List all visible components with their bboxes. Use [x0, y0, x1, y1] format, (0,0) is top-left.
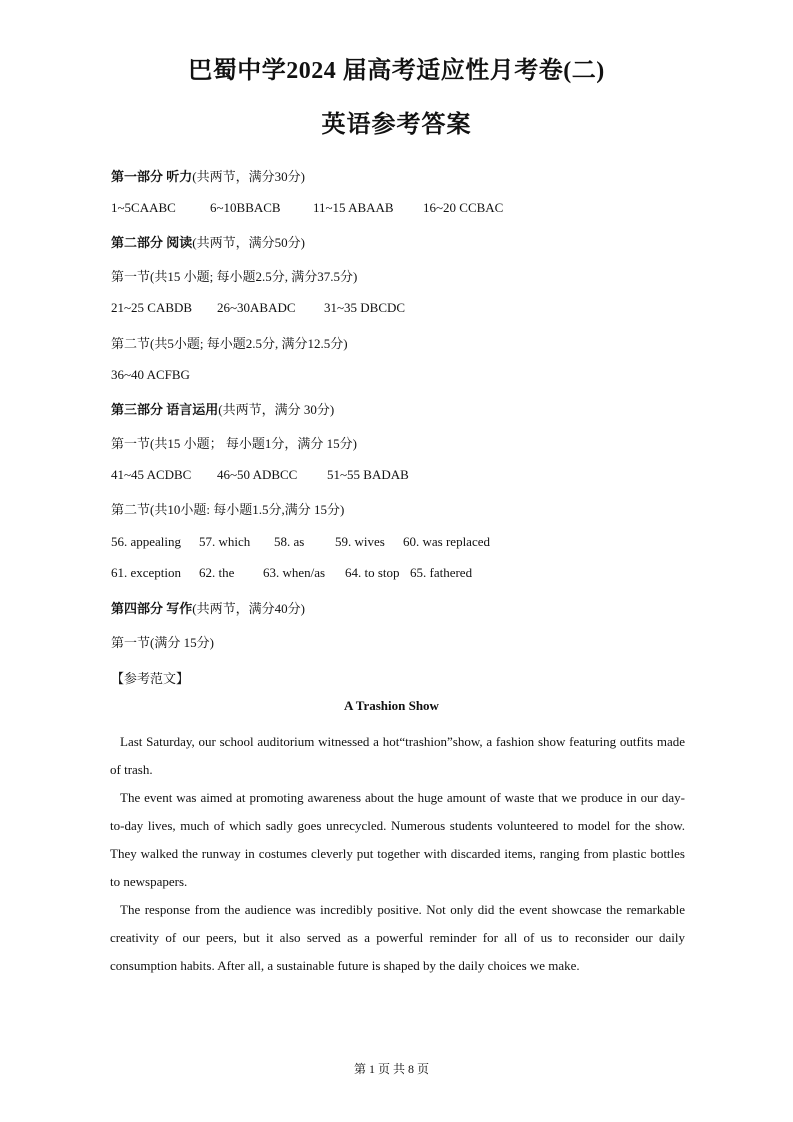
- part3-heading-line: [111, 399, 334, 418]
- answer-item: 57. which: [199, 534, 251, 549]
- part3-section1-answers: [111, 467, 409, 483]
- answer-group: 16~20 CCBAC: [423, 200, 504, 215]
- part2-heading: 第二部分 阅读: [111, 235, 193, 250]
- answer-item: 65. fathered: [410, 565, 473, 580]
- answer-item: 58. as: [274, 534, 305, 549]
- answer-item: 59. wives: [335, 534, 385, 549]
- essay-paragraph-2: The event was aimed at promoting awareness about the huge amount of waste that we produce in our day-to-day lives, much of which sadly goes unrecycled. Numerous students volunteered to model for the show. They walked the runway in costumes cleverly put together with discarded items, ranging from plastic bottles to newspapers.: [110, 790, 685, 889]
- part2-section2-answers: [111, 367, 190, 383]
- answer-group: 41~45 ACDBC: [111, 467, 192, 482]
- part2-section1-answers: [111, 300, 405, 316]
- part3-section2-row1: [111, 534, 490, 550]
- answer-group: 36~40 ACFBG: [111, 367, 190, 382]
- page-subtitle: 英语参考答案: [321, 112, 472, 138]
- part1-heading-line: [111, 166, 305, 185]
- part2-section2-heading: 第二节(共5小题; 每小题2.5分, 满分12.5分): [111, 336, 348, 351]
- page-number: 第 1 页 共 8 页: [353, 1062, 429, 1076]
- part3-section2-row2: [111, 565, 472, 581]
- answer-item: 62. the: [199, 565, 235, 580]
- answer-group: 21~25 CABDB: [111, 300, 193, 315]
- answer-group: 6~10BBACB: [210, 200, 281, 215]
- part3-section2-heading: 第二节(共10小题: 每小题1.5分,满分 15分): [111, 502, 345, 517]
- answer-item: 61. exception: [111, 565, 182, 580]
- part2-note: (共两节，满分50分): [192, 235, 305, 250]
- answer-group: 31~35 DBCDC: [324, 300, 406, 315]
- part3-note: (共两节，满分 30分): [218, 402, 335, 417]
- part4-section1-heading: 第一节(满分 15分): [111, 635, 214, 650]
- answer-group: 51~55 BADAB: [327, 467, 409, 482]
- answer-group: 1~5CAABC: [111, 200, 176, 215]
- answer-group: 46~50 ADBCC: [217, 467, 298, 482]
- page-title: 巴蜀中学2024 届高考适应性月考卷(二): [188, 58, 605, 84]
- answer-item: 64. to stop: [345, 565, 400, 580]
- part2-section1-heading: 第一节(共15 小题; 每小题2.5分, 满分37.5分): [111, 269, 358, 284]
- essay-paragraph-3: The response from the audience was incredibly positive. Not only did the event showcase the remarkable creativity of our peers, but it also served as a powerful reminder for all of us to reconsider our daily consumption habits. After all, a sustainable future is shaped by the daily choices we make.: [110, 902, 685, 973]
- answer-item: 56. appealing: [111, 534, 182, 549]
- part4-note: (共两节，满分40分): [192, 601, 305, 616]
- part2-heading-line: [111, 232, 305, 251]
- part1-heading: 第一部分 听力: [111, 169, 193, 184]
- answer-group: 26~30ABADC: [217, 300, 296, 315]
- essay-label: 【参考范文】: [111, 671, 190, 686]
- essay-title: A Trashion Show: [344, 698, 439, 713]
- part4-heading-line: [111, 598, 305, 617]
- part1-answers: [111, 200, 503, 216]
- part3-heading: 第三部分 语言运用: [111, 402, 219, 417]
- answer-item: 63. when/as: [263, 565, 326, 580]
- part4-heading: 第四部分 写作: [111, 601, 193, 616]
- part3-section1-heading: 第一节(共15 小题； 每小题1分，满分 15分): [111, 436, 357, 451]
- answer-group: 11~15 ABAAB: [313, 200, 394, 215]
- part1-note: (共两节，满分30分): [192, 169, 305, 184]
- answer-item: 60. was replaced: [403, 534, 490, 549]
- essay-paragraph-1: Last Saturday, our school auditorium witnessed a hot“trashion”show, a fashion show featuring outfits made of trash.: [110, 734, 685, 777]
